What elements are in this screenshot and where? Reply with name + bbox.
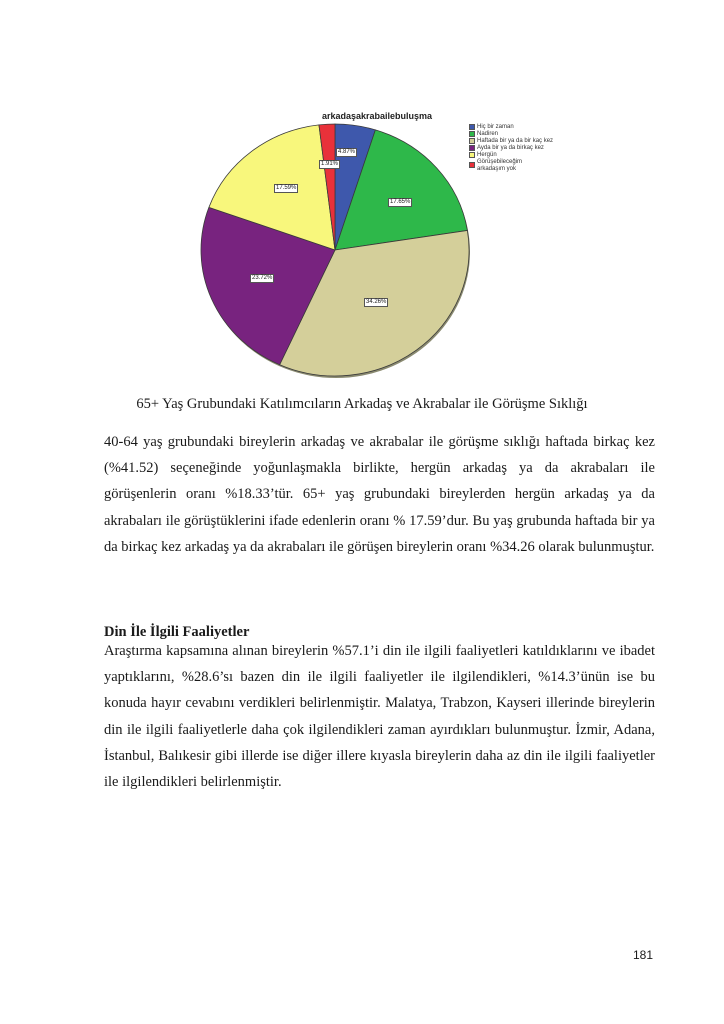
legend-item-hergun (469, 152, 569, 159)
chart-title: arkadaşakrabailebuluşma (322, 111, 433, 121)
legend-item-haftada (469, 138, 569, 145)
slice-label-nadiren: 17.65% (390, 199, 411, 205)
paragraph-religion: Araştırma kapsamına alınan bireylerin %57.1’i din ile ilgili faaliyetleri katıldıklarını ve ibadet yaptıklarını, %28.6’sı bazen din ile ilgili faaliyetler ile ilgilendikleri, %14.3’ünün ise bu konuda hayır cevabını verdikleri belirlenmiştir. Malatya, Trabzon, Kayseri illerinde bireylerin din ile ilgili faaliyetlerle daha çok ilgilendikleri zaman ayırdıkları bulunmuştur. İzmir, Adana, İstanbul, Balıkesir gibi illerde ise diğer illere kıyasla bireylerin daha az din ile ilgili faaliyetler ile ilgilendikleri belirlenmiştir. (104, 643, 655, 791)
figure-caption: 65+ Yaş Grubundaki Katılımcıların Arkadaş ve Akrabalar ile Görüşme Sıklığı (136, 396, 588, 412)
slice-label-gorusebilecegim: 1.91% (321, 161, 339, 167)
pie-chart-graphic (0, 0, 724, 390)
legend-swatch (469, 124, 475, 130)
legend-swatch (469, 162, 475, 168)
legend-label: Hiç bir zaman (477, 124, 514, 130)
legend-swatch (469, 131, 475, 137)
paragraph-friends-relatives: 40-64 yaş grubundaki bireylerin arkadaş ve akrabalar ile görüşme sıklığı haftada birkaç kez (%41.52) seçeneğinde yoğunlaşmakla birlikte, hergün arkadaş ya da akrabaları ile görüşenlerin oranı %18.33’tür. 65+ yaş grubundaki bireylerden hergün arkadaş ya da akrabaları ile görüştüklerini ifade edenlerin oranı % 17.59’dur. Bu yaş grubunda haftada bir ya da birkaç kez arkadaş ya da akrabaları ile görüşen bireylerin oranı %34.26 olarak bulunmuştur. (104, 434, 655, 555)
slice-label-haftada: 34.26% (366, 299, 387, 305)
chart-legend (469, 124, 569, 173)
legend-label: Nadiren (477, 131, 499, 137)
legend-item-hic-bir-zaman (469, 124, 569, 131)
legend-item-ayda (469, 145, 569, 152)
legend-label: Ayda bir ya da birkaç kez (477, 145, 544, 151)
slice-label-hic-bir-zaman: 4.87% (338, 149, 356, 155)
legend-swatch (469, 152, 475, 158)
section-heading: Din İle İlgili Faaliyetler (104, 624, 250, 640)
legend-item-gorusebilecegim (469, 159, 569, 173)
legend-swatch (469, 138, 475, 144)
page-number: 181 (633, 948, 654, 962)
legend-label: Haftada bir ya da bir kaç kez (477, 138, 554, 144)
legend-item-nadiren (469, 131, 569, 138)
legend-label: Hergün (477, 152, 497, 158)
slice-label-ayda: 23.72% (252, 275, 273, 281)
legend-label: Görüşebileceğim arkadaşım yok (477, 159, 523, 172)
legend-swatch (469, 145, 475, 151)
slice-label-hergun: 17.59% (276, 185, 297, 191)
pie-chart (0, 0, 724, 390)
